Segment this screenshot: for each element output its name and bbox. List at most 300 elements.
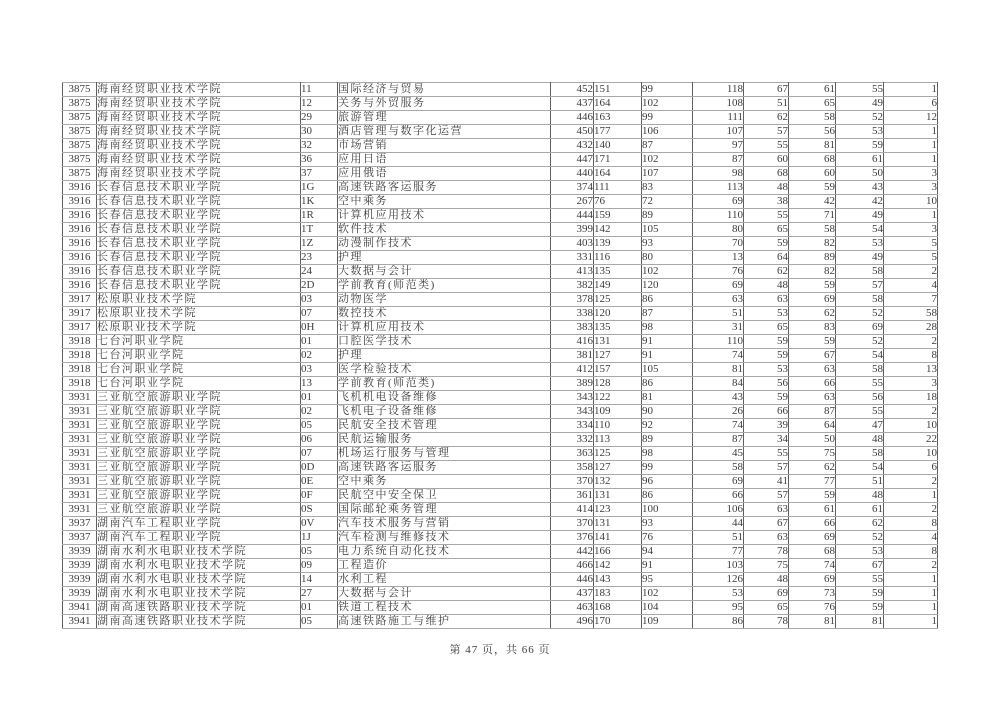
major-code: 07: [301, 307, 338, 321]
score-col-2: 183: [594, 587, 642, 601]
college-code: 3931: [63, 461, 97, 475]
table-row: [63, 601, 938, 615]
score-col-4: 84: [693, 377, 744, 391]
score-col-6: 58: [789, 111, 836, 125]
table-row: [63, 615, 938, 629]
score-col-4: 69: [693, 279, 744, 293]
score-col-2: 125: [594, 293, 642, 307]
table-row: [63, 307, 938, 321]
college-code: 3931: [63, 503, 97, 517]
major-code: 36: [301, 153, 338, 167]
score-col-5: 56: [744, 377, 789, 391]
score-col-8: 1: [884, 615, 938, 629]
score-col-7: 48: [836, 489, 884, 503]
score-col-7: 67: [836, 559, 884, 573]
table-row: [63, 223, 938, 237]
score-col-1: 331: [551, 251, 594, 265]
score-col-7: 53: [836, 125, 884, 139]
college-name: 湖南汽车工程职业学院: [97, 531, 301, 545]
score-col-5: 34: [744, 433, 789, 447]
major-name: 市场营销: [338, 139, 551, 153]
score-col-8: 7: [884, 293, 938, 307]
table-row: [63, 293, 938, 307]
college-name: 长春信息技术职业学院: [97, 181, 301, 195]
score-col-7: 49: [836, 97, 884, 111]
table-row: [63, 125, 938, 139]
score-col-8: 1: [884, 587, 938, 601]
score-col-3: 86: [642, 293, 693, 307]
college-code: 3918: [63, 349, 97, 363]
score-col-6: 65: [789, 97, 836, 111]
major-name: 空中乘务: [338, 475, 551, 489]
score-col-6: 59: [789, 489, 836, 503]
score-col-6: 59: [789, 181, 836, 195]
score-col-1: 338: [551, 307, 594, 321]
score-col-6: 59: [789, 279, 836, 293]
score-col-4: 80: [693, 223, 744, 237]
score-col-1: 416: [551, 335, 594, 349]
score-col-8: 8: [884, 349, 938, 363]
college-code: 3875: [63, 97, 97, 111]
major-code: 05: [301, 545, 338, 559]
score-col-7: 55: [836, 405, 884, 419]
score-col-3: 83: [642, 181, 693, 195]
score-col-8: 3: [884, 223, 938, 237]
score-col-6: 58: [789, 223, 836, 237]
score-col-1: 399: [551, 223, 594, 237]
college-code: 3916: [63, 209, 97, 223]
score-col-8: 22: [884, 433, 938, 447]
score-col-8: 8: [884, 545, 938, 559]
score-col-7: 52: [836, 531, 884, 545]
college-code: 3939: [63, 573, 97, 587]
score-col-7: 59: [836, 601, 884, 615]
college-code: 3931: [63, 489, 97, 503]
table-row: [63, 419, 938, 433]
major-name: 机场运行服务与管理: [338, 447, 551, 461]
table-row: [63, 167, 938, 181]
score-col-2: 109: [594, 405, 642, 419]
score-col-4: 70: [693, 237, 744, 251]
score-col-5: 57: [744, 461, 789, 475]
college-name: 三亚航空旅游职业学院: [97, 489, 301, 503]
score-col-8: 8: [884, 517, 938, 531]
score-col-3: 102: [642, 153, 693, 167]
score-col-5: 51: [744, 97, 789, 111]
major-name: 高速铁路客运服务: [338, 181, 551, 195]
score-col-6: 68: [789, 153, 836, 167]
score-col-5: 38: [744, 195, 789, 209]
major-name: 飞机电子设备维修: [338, 405, 551, 419]
table-row: [63, 335, 938, 349]
score-col-5: 67: [744, 83, 789, 97]
score-col-8: 13: [884, 363, 938, 377]
major-name: 民航空中安全保卫: [338, 489, 551, 503]
score-col-4: 103: [693, 559, 744, 573]
score-col-6: 66: [789, 377, 836, 391]
score-col-1: 446: [551, 111, 594, 125]
score-col-6: 61: [789, 83, 836, 97]
score-col-5: 63: [744, 503, 789, 517]
score-col-8: 2: [884, 405, 938, 419]
score-col-1: 437: [551, 97, 594, 111]
score-col-4: 43: [693, 391, 744, 405]
college-code: 3939: [63, 587, 97, 601]
table-row: [63, 531, 938, 545]
score-col-5: 65: [744, 223, 789, 237]
score-col-6: 81: [789, 615, 836, 629]
score-col-4: 97: [693, 139, 744, 153]
score-col-2: 159: [594, 209, 642, 223]
score-col-2: 131: [594, 335, 642, 349]
score-col-2: 142: [594, 223, 642, 237]
score-col-3: 100: [642, 503, 693, 517]
table-row: [63, 97, 938, 111]
score-col-6: 61: [789, 503, 836, 517]
score-col-6: 75: [789, 447, 836, 461]
college-name: 湖南水利水电职业技术学院: [97, 587, 301, 601]
score-col-2: 135: [594, 321, 642, 335]
major-name: 酒店管理与数字化运营: [338, 125, 551, 139]
score-col-7: 53: [836, 545, 884, 559]
college-name: 湖南高速铁路职业技术学院: [97, 601, 301, 615]
major-code: 03: [301, 293, 338, 307]
score-col-1: 332: [551, 433, 594, 447]
table-row: [63, 83, 938, 97]
score-col-6: 42: [789, 195, 836, 209]
college-name: 长春信息技术职业学院: [97, 279, 301, 293]
major-code: 02: [301, 405, 338, 419]
score-col-1: 381: [551, 349, 594, 363]
college-name: 三亚航空旅游职业学院: [97, 419, 301, 433]
college-name: 海南经贸职业技术学院: [97, 83, 301, 97]
college-code: 3875: [63, 125, 97, 139]
score-col-2: 140: [594, 139, 642, 153]
score-col-2: 135: [594, 265, 642, 279]
score-col-3: 91: [642, 559, 693, 573]
score-col-3: 81: [642, 391, 693, 405]
score-col-5: 67: [744, 517, 789, 531]
major-code: 09: [301, 559, 338, 573]
score-col-3: 93: [642, 517, 693, 531]
score-col-4: 110: [693, 209, 744, 223]
major-code: 05: [301, 615, 338, 629]
score-col-7: 58: [836, 363, 884, 377]
major-name: 大数据与会计: [338, 587, 551, 601]
score-col-2: 168: [594, 601, 642, 615]
major-code: 01: [301, 391, 338, 405]
page-indicator: 第 47 页，共 66 页: [449, 644, 551, 656]
table-row: [63, 433, 938, 447]
score-col-6: 81: [789, 139, 836, 153]
score-col-7: 61: [836, 153, 884, 167]
score-col-8: 28: [884, 321, 938, 335]
score-col-1: 363: [551, 447, 594, 461]
score-col-2: 171: [594, 153, 642, 167]
score-col-8: 1: [884, 125, 938, 139]
score-col-2: 164: [594, 97, 642, 111]
score-col-7: 55: [836, 377, 884, 391]
major-name: 高速铁路施工与维护: [338, 615, 551, 629]
table-row: [63, 363, 938, 377]
score-col-1: 358: [551, 461, 594, 475]
table-row: [63, 251, 938, 265]
college-name: 海南经贸职业技术学院: [97, 153, 301, 167]
college-code: 3937: [63, 517, 97, 531]
score-col-3: 106: [642, 125, 693, 139]
score-col-4: 13: [693, 251, 744, 265]
table-row: [63, 237, 938, 251]
score-col-4: 51: [693, 531, 744, 545]
major-code: 1Z: [301, 237, 338, 251]
college-name: 长春信息技术职业学院: [97, 237, 301, 251]
score-col-2: 116: [594, 251, 642, 265]
major-name: 学前教育(师范类): [338, 377, 551, 391]
college-name: 海南经贸职业技术学院: [97, 111, 301, 125]
major-code: 01: [301, 335, 338, 349]
score-col-1: 378: [551, 293, 594, 307]
college-code: 3918: [63, 335, 97, 349]
major-code: 1T: [301, 223, 338, 237]
major-name: 关务与外贸服务: [338, 97, 551, 111]
score-col-2: 166: [594, 545, 642, 559]
college-code: 3875: [63, 139, 97, 153]
score-col-6: 73: [789, 587, 836, 601]
score-col-5: 48: [744, 181, 789, 195]
score-col-7: 54: [836, 461, 884, 475]
score-col-4: 76: [693, 265, 744, 279]
score-col-2: 151: [594, 83, 642, 97]
score-col-2: 141: [594, 531, 642, 545]
score-col-3: 86: [642, 489, 693, 503]
college-code: 3941: [63, 601, 97, 615]
major-code: 14: [301, 573, 338, 587]
table-row: [63, 391, 938, 405]
college-name: 长春信息技术职业学院: [97, 223, 301, 237]
major-code: 13: [301, 377, 338, 391]
score-col-5: 78: [744, 615, 789, 629]
score-col-7: 59: [836, 139, 884, 153]
score-col-1: 383: [551, 321, 594, 335]
table-row: [63, 517, 938, 531]
college-code: 3916: [63, 251, 97, 265]
score-col-6: 82: [789, 237, 836, 251]
score-col-4: 58: [693, 461, 744, 475]
college-name: 湖南高速铁路职业技术学院: [97, 615, 301, 629]
score-col-4: 69: [693, 195, 744, 209]
college-code: 3917: [63, 307, 97, 321]
college-name: 海南经贸职业技术学院: [97, 167, 301, 181]
college-code: 3917: [63, 321, 97, 335]
table-row: [63, 349, 938, 363]
score-col-8: 1: [884, 601, 938, 615]
score-col-7: 69: [836, 321, 884, 335]
score-col-5: 59: [744, 391, 789, 405]
table-row: [63, 587, 938, 601]
score-col-7: 54: [836, 349, 884, 363]
score-col-8: 6: [884, 461, 938, 475]
major-code: 30: [301, 125, 338, 139]
score-col-7: 47: [836, 419, 884, 433]
score-col-4: 87: [693, 433, 744, 447]
admission-scores-table: [62, 82, 938, 629]
score-col-4: 110: [693, 335, 744, 349]
score-col-5: 59: [744, 349, 789, 363]
score-col-1: 382: [551, 279, 594, 293]
major-name: 学前教育(师范类): [338, 279, 551, 293]
college-name: 三亚航空旅游职业学院: [97, 461, 301, 475]
score-col-6: 68: [789, 545, 836, 559]
major-name: 医学检验技术: [338, 363, 551, 377]
major-name: 数控技术: [338, 307, 551, 321]
score-col-4: 26: [693, 405, 744, 419]
score-col-8: 5: [884, 237, 938, 251]
score-col-2: 163: [594, 111, 642, 125]
score-col-3: 89: [642, 209, 693, 223]
college-name: 松原职业技术学院: [97, 307, 301, 321]
score-col-5: 48: [744, 573, 789, 587]
score-col-3: 94: [642, 545, 693, 559]
score-col-1: 414: [551, 503, 594, 517]
score-col-2: 123: [594, 503, 642, 517]
major-name: 口腔医学技术: [338, 335, 551, 349]
table-row: [63, 503, 938, 517]
score-col-6: 63: [789, 363, 836, 377]
score-col-3: 91: [642, 349, 693, 363]
score-col-7: 58: [836, 293, 884, 307]
score-col-6: 69: [789, 531, 836, 545]
major-code: 06: [301, 433, 338, 447]
score-col-3: 86: [642, 377, 693, 391]
score-col-7: 54: [836, 223, 884, 237]
table-row: [63, 279, 938, 293]
score-col-7: 50: [836, 167, 884, 181]
table-row: [63, 475, 938, 489]
major-code: 1R: [301, 209, 338, 223]
major-name: 铁道工程技术: [338, 601, 551, 615]
score-col-2: 120: [594, 307, 642, 321]
college-name: 长春信息技术职业学院: [97, 209, 301, 223]
score-col-6: 77: [789, 475, 836, 489]
college-name: 海南经贸职业技术学院: [97, 139, 301, 153]
major-name: 计算机应用技术: [338, 209, 551, 223]
score-col-4: 51: [693, 307, 744, 321]
score-col-8: 1: [884, 153, 938, 167]
score-col-4: 113: [693, 181, 744, 195]
score-col-8: 4: [884, 531, 938, 545]
major-name: 护理: [338, 349, 551, 363]
score-col-6: 59: [789, 335, 836, 349]
major-code: 12: [301, 97, 338, 111]
table-body: [63, 83, 938, 629]
table-row: [63, 195, 938, 209]
score-col-8: 1: [884, 209, 938, 223]
major-code: 2D: [301, 279, 338, 293]
table-row: [63, 181, 938, 195]
score-col-6: 89: [789, 251, 836, 265]
score-col-5: 66: [744, 405, 789, 419]
score-col-2: 131: [594, 517, 642, 531]
score-col-5: 65: [744, 601, 789, 615]
score-col-7: 49: [836, 251, 884, 265]
table-row: [63, 447, 938, 461]
score-col-7: 53: [836, 237, 884, 251]
score-col-4: 126: [693, 573, 744, 587]
college-code: 3931: [63, 433, 97, 447]
score-col-1: 343: [551, 405, 594, 419]
score-col-5: 64: [744, 251, 789, 265]
score-col-2: 110: [594, 419, 642, 433]
score-col-2: 143: [594, 573, 642, 587]
score-col-8: 4: [884, 279, 938, 293]
college-name: 三亚航空旅游职业学院: [97, 475, 301, 489]
table-row: [63, 405, 938, 419]
score-col-6: 83: [789, 321, 836, 335]
score-col-2: 113: [594, 433, 642, 447]
score-col-8: 58: [884, 307, 938, 321]
college-name: 长春信息技术职业学院: [97, 195, 301, 209]
major-code: 0F: [301, 489, 338, 503]
score-col-4: 66: [693, 489, 744, 503]
major-code: 03: [301, 363, 338, 377]
score-col-1: 432: [551, 139, 594, 153]
score-col-4: 45: [693, 447, 744, 461]
score-col-3: 80: [642, 251, 693, 265]
college-name: 湖南水利水电职业技术学院: [97, 545, 301, 559]
major-code: 1J: [301, 531, 338, 545]
major-name: 软件技术: [338, 223, 551, 237]
score-col-5: 69: [744, 587, 789, 601]
score-col-2: 127: [594, 461, 642, 475]
college-name: 七台河职业学院: [97, 349, 301, 363]
score-col-6: 50: [789, 433, 836, 447]
major-code: 0D: [301, 461, 338, 475]
score-col-3: 91: [642, 335, 693, 349]
score-col-4: 74: [693, 419, 744, 433]
score-col-3: 109: [642, 615, 693, 629]
college-name: 海南经贸职业技术学院: [97, 97, 301, 111]
score-col-2: 139: [594, 237, 642, 251]
score-col-5: 60: [744, 153, 789, 167]
score-col-3: 99: [642, 83, 693, 97]
score-col-1: 450: [551, 125, 594, 139]
college-code: 3916: [63, 195, 97, 209]
score-col-1: 361: [551, 489, 594, 503]
score-col-8: 2: [884, 503, 938, 517]
score-col-4: 53: [693, 587, 744, 601]
college-name: 湖南水利水电职业技术学院: [97, 573, 301, 587]
score-col-7: 59: [836, 587, 884, 601]
college-name: 松原职业技术学院: [97, 321, 301, 335]
score-col-1: 374: [551, 181, 594, 195]
major-name: 飞机机电设备维修: [338, 391, 551, 405]
score-col-7: 55: [836, 573, 884, 587]
college-code: 3916: [63, 265, 97, 279]
score-col-4: 95: [693, 601, 744, 615]
score-col-3: 99: [642, 461, 693, 475]
college-name: 长春信息技术职业学院: [97, 265, 301, 279]
table-row: [63, 377, 938, 391]
score-col-1: 334: [551, 419, 594, 433]
score-col-5: 62: [744, 111, 789, 125]
college-name: 三亚航空旅游职业学院: [97, 391, 301, 405]
score-col-7: 52: [836, 111, 884, 125]
score-col-2: 157: [594, 363, 642, 377]
major-code: 0V: [301, 517, 338, 531]
major-name: 大数据与会计: [338, 265, 551, 279]
score-col-7: 81: [836, 615, 884, 629]
college-name: 湖南水利水电职业技术学院: [97, 559, 301, 573]
